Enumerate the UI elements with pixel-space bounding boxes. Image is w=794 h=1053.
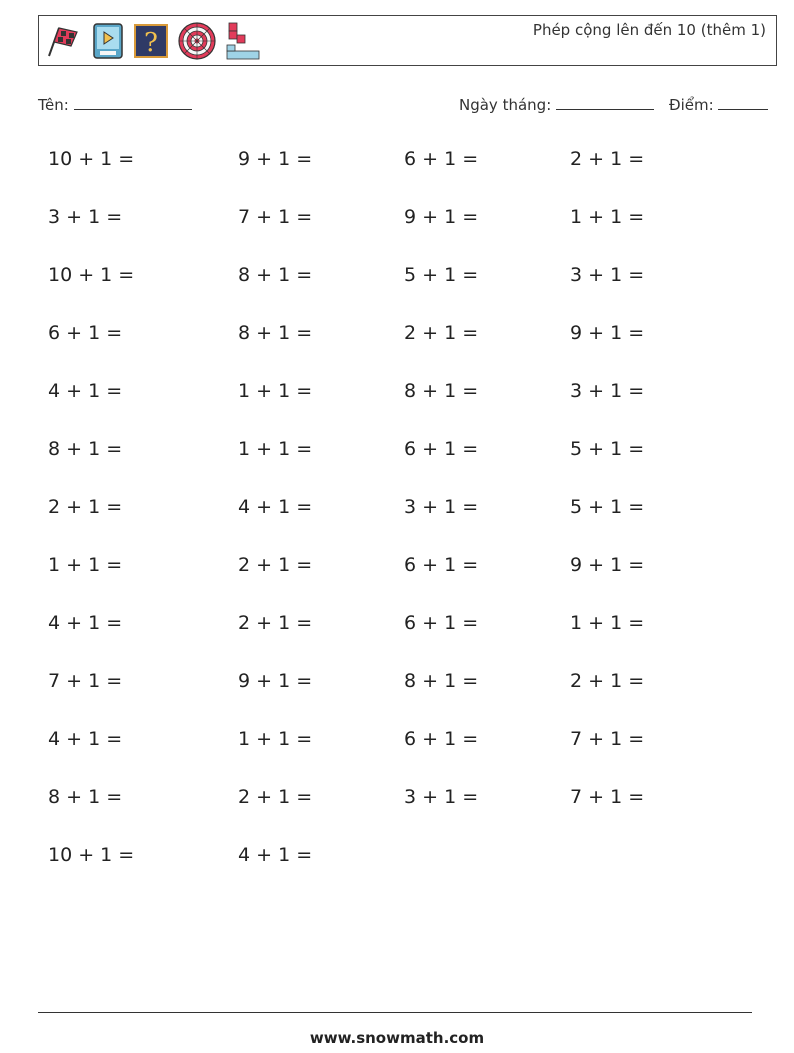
worksheet-header — [38, 15, 777, 66]
problem-item: 8 + 1 = — [48, 438, 123, 460]
problem-item: 3 + 1 = — [570, 380, 645, 402]
problem-item: 2 + 1 = — [238, 554, 313, 576]
problem-item: 8 + 1 = — [404, 670, 479, 692]
problem-item: 6 + 1 = — [404, 148, 479, 170]
problem-item: 9 + 1 = — [238, 148, 313, 170]
problem-item: 4 + 1 = — [238, 844, 313, 866]
problem-item: 9 + 1 = — [404, 206, 479, 228]
problem-item: 8 + 1 = — [404, 380, 479, 402]
problem-item: 9 + 1 = — [570, 554, 645, 576]
problem-item: 6 + 1 = — [404, 554, 479, 576]
footer-divider — [38, 1012, 752, 1013]
problem-item: 7 + 1 = — [570, 786, 645, 808]
problem-item: 3 + 1 = — [570, 264, 645, 286]
score-field — [669, 95, 768, 114]
question-mark-icon — [133, 22, 169, 60]
problem-item: 3 + 1 = — [404, 496, 479, 518]
problem-item: 3 + 1 = — [48, 206, 123, 228]
problem-item: 1 + 1 = — [570, 206, 645, 228]
problem-item: 10 + 1 = — [48, 148, 135, 170]
score-label: Điểm: — [669, 96, 714, 114]
problem-item: 10 + 1 = — [48, 844, 135, 866]
problem-item: 1 + 1 = — [238, 438, 313, 460]
dartboard-icon — [177, 21, 217, 61]
problem-item: 2 + 1 = — [570, 148, 645, 170]
problem-item: 6 + 1 = — [404, 438, 479, 460]
problem-item: 4 + 1 = — [48, 380, 123, 402]
score-blank[interactable] — [718, 95, 768, 110]
problem-item: 7 + 1 = — [48, 670, 123, 692]
problem-item: 5 + 1 = — [570, 438, 645, 460]
footer-site: www.snowmath.com — [309, 1029, 485, 1047]
problem-item: 3 + 1 = — [404, 786, 479, 808]
problem-item: 8 + 1 = — [238, 264, 313, 286]
name-label: Tên: — [38, 96, 69, 114]
problem-item: 2 + 1 = — [404, 322, 479, 344]
problem-item: 6 + 1 = — [404, 612, 479, 634]
problem-item: 9 + 1 = — [570, 322, 645, 344]
problem-item: 5 + 1 = — [404, 264, 479, 286]
date-label: Ngày tháng: — [459, 96, 552, 114]
problem-item: 1 + 1 = — [570, 612, 645, 634]
name-field — [38, 95, 192, 114]
problem-item: 10 + 1 = — [48, 264, 135, 286]
checkered-flag-icon — [43, 22, 83, 60]
problem-item: 9 + 1 = — [238, 670, 313, 692]
problem-item: 5 + 1 = — [570, 496, 645, 518]
play-tablet-icon — [91, 22, 125, 60]
problem-item: 2 + 1 = — [238, 786, 313, 808]
problem-item: 2 + 1 = — [48, 496, 123, 518]
problem-item: 6 + 1 = — [404, 728, 479, 750]
problem-item: 7 + 1 = — [570, 728, 645, 750]
problem-item: 1 + 1 = — [238, 728, 313, 750]
problem-item: 2 + 1 = — [238, 612, 313, 634]
problem-item: 6 + 1 = — [48, 322, 123, 344]
svg-text:?: ? — [144, 28, 158, 58]
blocks-icon — [225, 21, 261, 61]
problem-item: 8 + 1 = — [48, 786, 123, 808]
date-blank[interactable] — [556, 95, 654, 110]
problem-item: 4 + 1 = — [48, 612, 123, 634]
header-icons — [43, 21, 261, 61]
problem-item: 1 + 1 = — [238, 380, 313, 402]
problem-item: 1 + 1 = — [48, 554, 123, 576]
problem-item: 2 + 1 = — [570, 670, 645, 692]
problem-item: 4 + 1 = — [238, 496, 313, 518]
worksheet-title: Phép cộng lên đến 10 (thêm 1) — [532, 21, 766, 39]
problem-item: 8 + 1 = — [238, 322, 313, 344]
problem-item: 4 + 1 = — [48, 728, 123, 750]
date-field — [459, 95, 654, 114]
name-blank[interactable] — [74, 95, 192, 110]
problem-item: 7 + 1 = — [238, 206, 313, 228]
